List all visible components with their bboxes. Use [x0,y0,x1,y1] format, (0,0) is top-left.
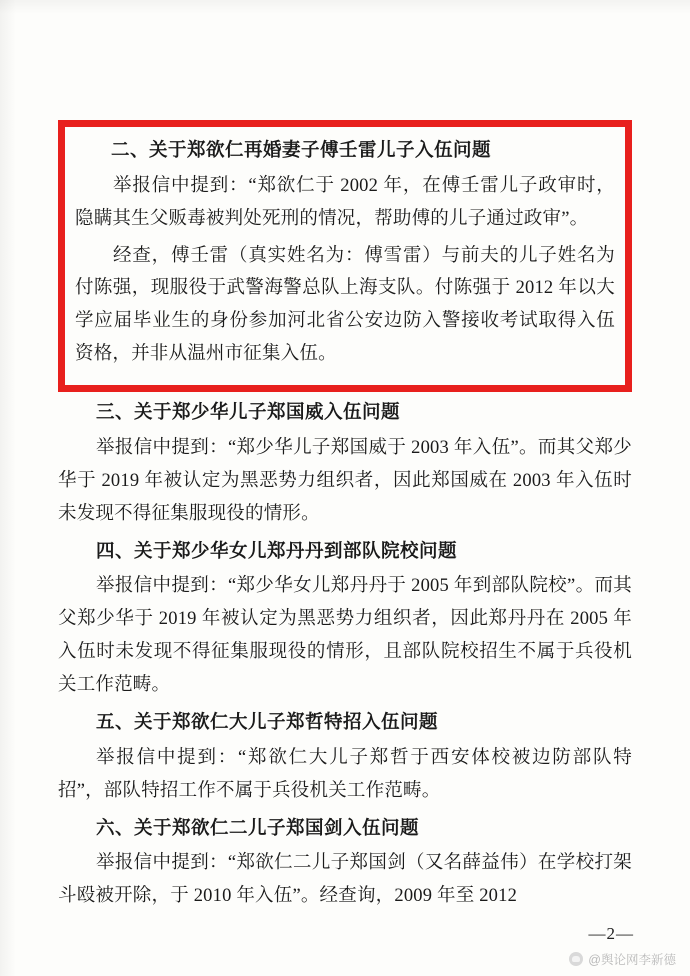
document-body [58,120,632,915]
section-four [58,538,632,702]
section-six [58,815,632,914]
weibo-avatar-icon [569,952,583,966]
section-heading-six: 六、关于郑欲仁二儿子郑国剑入伍问题 [96,818,420,839]
watermark [569,950,676,968]
red-highlight-box [58,120,632,392]
section-heading-five: 五、关于郑欲仁大儿子郑哲特招入伍问题 [96,713,439,733]
section-six-paragraph-1: 举报信中提到：“郑欲仁二儿子郑国剑（又名薛益伟）在学校打架斗殴被开除，于 2010 年入伍”。经查询，2009 年至 2012 [58,853,632,907]
section-five [58,709,632,808]
section-two-paragraph-1: 举报信中提到：“郑欲仁于 2002 年，在傅壬雷儿子政审时，隐瞒其生父贩毒被判处死刑的情况，帮助傅的儿子通过政审”。 [75,175,615,229]
section-heading-two: 二、关于郑欲仁再婚妻子傅壬雷儿子入伍问题 [111,141,492,161]
section-two-paragraph-2: 经查，傅壬雷（真实姓名为：傅雪雷）与前夫的儿子姓名为付陈强，现服役于武警海警总队上海支队。付陈强于 2012 年以大学应届毕业生的身份参加河北省公安边防入警接收考试取得入伍资格，并非从温州市征集入伍。 [75,245,615,365]
section-three-paragraph-1: 举报信中提到：“郑少华儿子郑国威于 2003 年入伍”。而其父郑少华于 2019 年被认定为黑恶势力组织者，因此郑国威在 2003 年入伍时未发现不得征集服现役的情形。 [58,437,632,524]
page-number: —2— [588,924,634,943]
section-heading-three: 三、关于郑少华儿子郑国威入伍问题 [96,403,401,424]
section-four-paragraph-1: 举报信中提到：“郑少华女儿郑丹丹于 2005 年到部队院校”。而其父郑少华于 2019 年被认定为黑恶势力组织者，因此郑丹丹在 2005 年入伍时未发现不得征集服现役的情形，且部队院校招生不属于兵役机关工作范畴。 [58,576,632,696]
section-heading-four: 四、关于郑少华女儿郑丹丹到部队院校问题 [96,541,458,562]
watermark-text: @舆论网李新德 [588,953,676,967]
page-edge-shadow-top [0,0,690,14]
page-edge-shadow-left [0,0,16,976]
section-five-paragraph-1: 举报信中提到：“郑欲仁大儿子郑哲于西安体校被边防部队特招”，部队特招工作不属于兵役机关工作范畴。 [58,747,632,801]
section-three [58,399,632,530]
